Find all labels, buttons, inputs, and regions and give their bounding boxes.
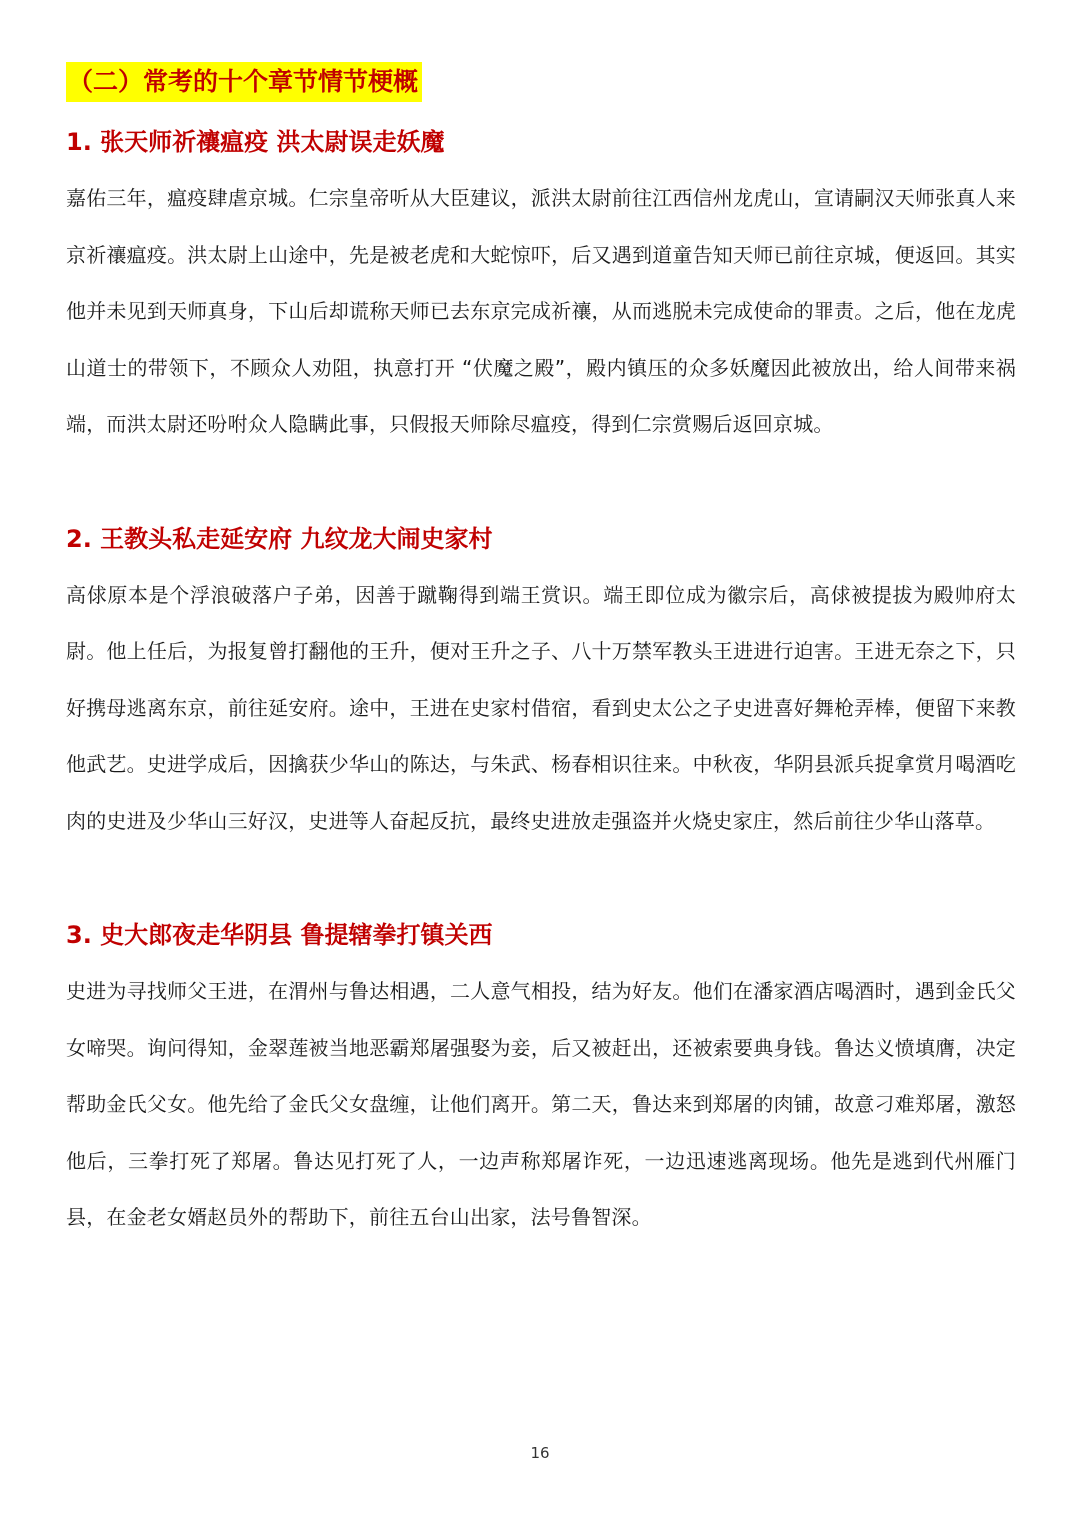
chapter-title: 3. 史大郎夜走华阴县 鲁提辖拳打镇关西: [66, 921, 493, 949]
chapter-block: [66, 917, 1016, 1246]
chapter-summary: 嘉佑三年，瘟疫肆虐京城。仁宗皇帝听从大臣建议，派洪太尉前往江西信州龙虎山，宣请嗣汉天师张真人来京祈禳瘟疫。洪太尉上山途中，先是被老虎和大蛇惊吓，后又遇到道童告知天师已前往京城，便返回。其实他并未见到天师真身，下山后却谎称天师已去东京完成祈禳，从而逃脱未完成使命的罪责。之后，他在龙虎山道士的带领下，不顾众人劝阻，执意打开 “伏魔之殿”，殿内镇压的众多妖魔因此被放出，给人间带来祸端，而洪太尉还吩咐众人隐瞒此事，只假报天师除尽瘟疫，得到仁宗赏赐后返回京城。: [66, 186, 1016, 436]
page-number: 16: [530, 1444, 550, 1462]
chapter-block: [66, 521, 1016, 850]
chapter-title: 1. 张天师祈禳瘟疫 洪太尉误走妖魔: [66, 128, 445, 156]
chapter-summary: 史进为寻找师父王进，在渭州与鲁达相遇，二人意气相投，结为好友。他们在潘家酒店喝酒时，遇到金氏父女啼哭。询问得知，金翠莲被当地恶霸郑屠强娶为妾，后又被赶出，还被索要典身钱。鲁达义愤填膺，决定帮助金氏父女。他先给了金氏父女盘缠，让他们离开。第二天，鲁达来到郑屠的肉铺，故意刁难郑屠，激怒他后，三拳打死了郑屠。鲁达见打死了人，一边声称郑屠诈死，一边迅速逃离现场。他先是逃到代州雁门县，在金老女婿赵员外的帮助下，前往五台山出家，法号鲁智深。: [66, 979, 1016, 1229]
document-page: [66, 62, 1016, 1246]
chapter-summary: 高俅原本是个浮浪破落户子弟，因善于蹴鞠得到端王赏识。端王即位成为徽宗后，高俅被提拔为殿帅府太尉。他上任后，为报复曾打翻他的王升，便对王升之子、八十万禁军教头王进进行迫害。王进无奈之下，只好携母逃离东京，前往延安府。途中，王进在史家村借宿，看到史太公之子史进喜好舞枪弄棒，便留下来教他武艺。史进学成后，因擒获少华山的陈达，与朱武、杨春相识往来。中秋夜，华阴县派兵捉拿赏月喝酒吃肉的史进及少华山三好汉，史进等人奋起反抗，最终史进放走强盗并火烧史家庄，然后前往少华山落草。: [66, 582, 1016, 833]
section-title: （二）常考的十个章节情节梗概: [66, 62, 422, 102]
chapter-title: 2. 王教头私走延安府 九纹龙大闹史家村: [66, 524, 493, 553]
chapter-block: [66, 124, 1016, 453]
